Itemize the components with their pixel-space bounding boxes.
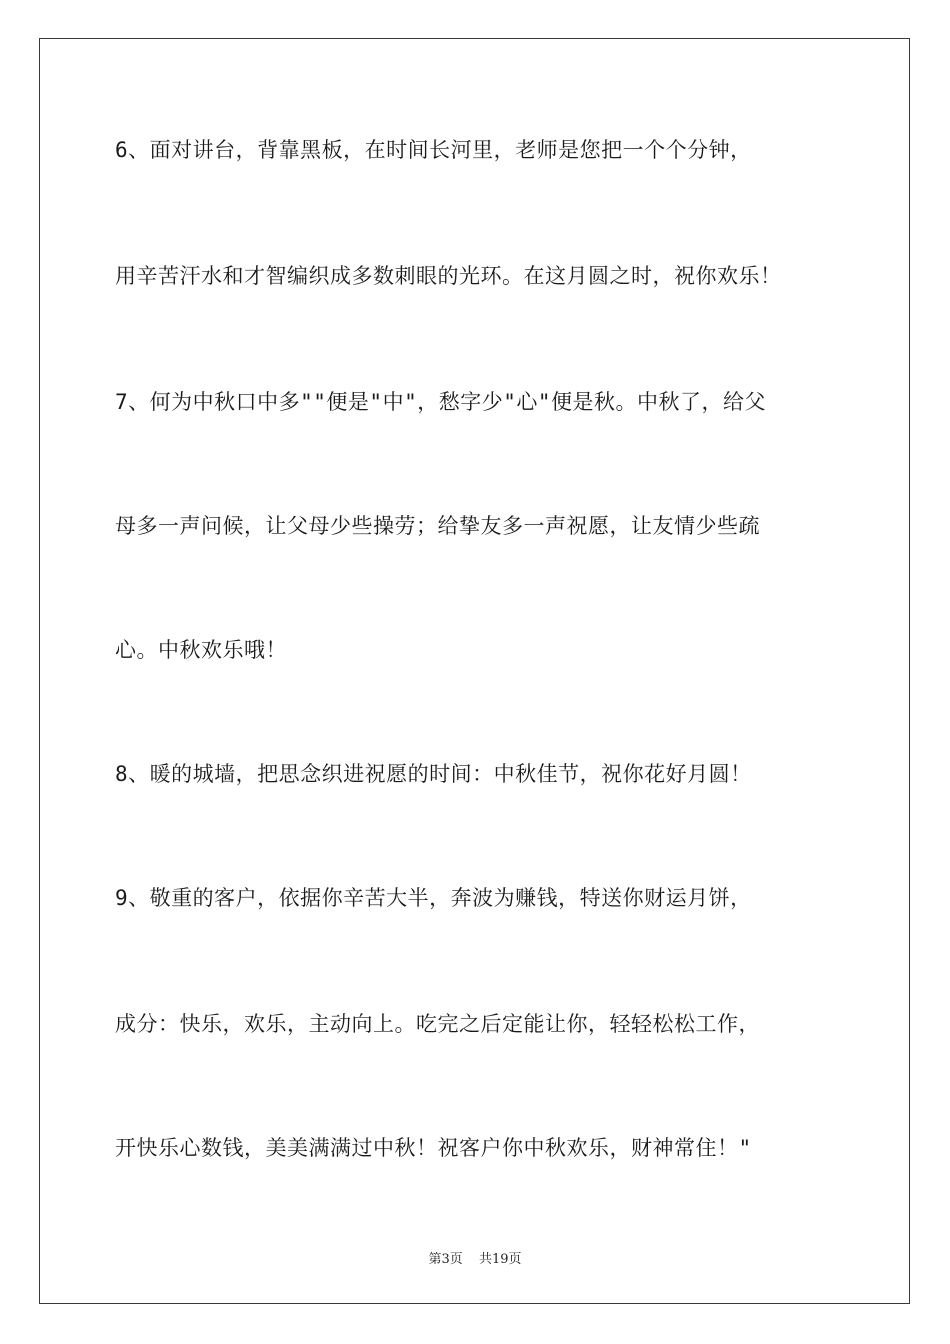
page-number-current: 第3页	[428, 1252, 463, 1267]
page-border	[39, 38, 910, 1304]
text-line-1: 6、面对讲台，背靠黑板，在时间长河里，老师是您把一个个分钟，	[115, 138, 752, 162]
text-line-7: 9、敬重的客户，依据你辛苦大半，奔波为赚钱，特送你财运月饼，	[115, 886, 752, 910]
text-line-8: 成分：快乐，欢乐，主动向上。吃完之后定能让你，轻轻松松工作，	[115, 1012, 760, 1036]
text-line-2: 用辛苦汗水和才智编织成多数刺眼的光环。在这月圆之时，祝你欢乐！	[115, 264, 782, 288]
page-footer	[0, 1248, 950, 1267]
text-line-6: 8、暖的城墙，把思念织进祝愿的时间：中秋佳节，祝你花好月圆！	[115, 762, 752, 786]
page-number-total: 共19页	[478, 1252, 522, 1267]
text-line-5: 心。中秋欢乐哦！	[115, 638, 287, 662]
text-line-3: 7、何为中秋口中多""便是"中"，愁字少"心"便是秋。中秋了，给父	[115, 390, 766, 414]
text-line-4: 母多一声问候，让父母少些操劳；给挚友多一声祝愿，让友情少些疏	[115, 514, 760, 538]
text-line-9: 开快乐心数钱，美美满满过中秋！祝客户你中秋欢乐，财神常住！"	[115, 1136, 752, 1160]
